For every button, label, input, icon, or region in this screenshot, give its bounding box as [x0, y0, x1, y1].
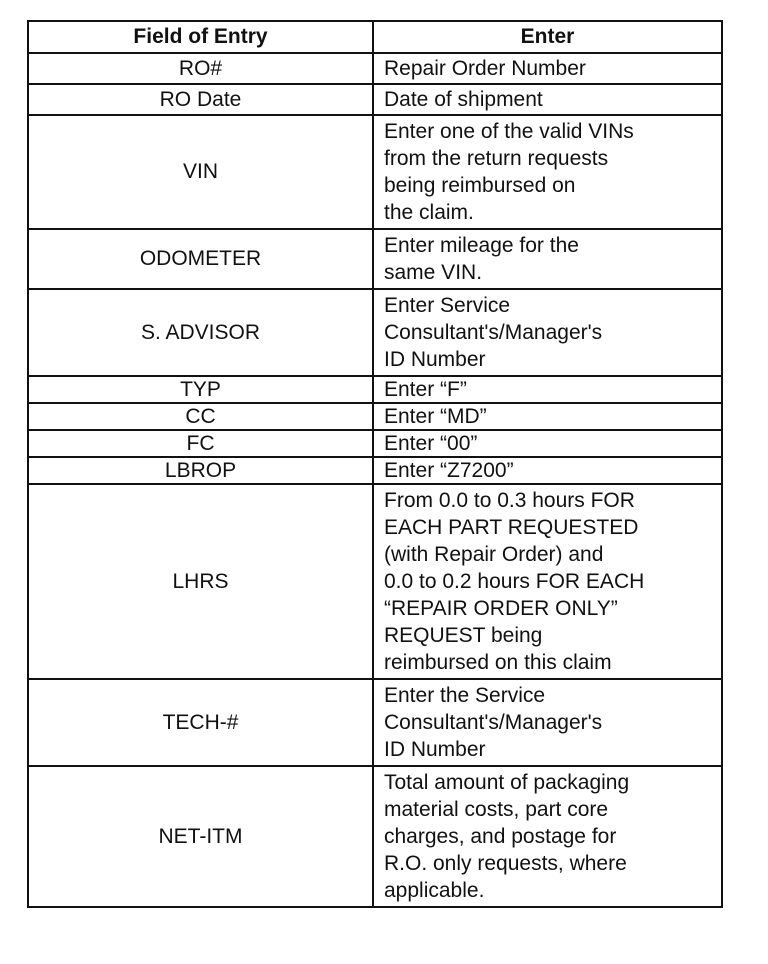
field-cell: LHRS — [28, 484, 373, 679]
enter-line: REQUEST being — [384, 624, 543, 647]
enter-cell — [373, 457, 722, 484]
enter-line: R.O. only requests, where — [384, 852, 627, 875]
header-enter: Enter — [373, 21, 722, 53]
table-row — [28, 430, 722, 457]
enter-line: ID Number — [384, 738, 486, 761]
enter-line: Consultant's/Manager's — [384, 711, 603, 734]
enter-cell — [373, 766, 722, 907]
enter-cell — [373, 484, 722, 679]
field-cell: S. ADVISOR — [28, 289, 373, 376]
table-row — [28, 229, 722, 289]
enter-line: Repair Order Number — [384, 57, 586, 80]
field-cell: TECH-# — [28, 679, 373, 766]
enter-cell — [373, 376, 722, 403]
table-row — [28, 53, 722, 84]
enter-cell — [373, 430, 722, 457]
field-cell: ODOMETER — [28, 229, 373, 289]
enter-line: Enter “00” — [384, 432, 478, 455]
field-cell: RO Date — [28, 84, 373, 115]
enter-cell — [373, 84, 722, 115]
field-cell: TYP — [28, 376, 373, 403]
enter-line: “REPAIR ORDER ONLY” — [384, 597, 618, 620]
field-cell: VIN — [28, 115, 373, 229]
table-row — [28, 484, 722, 679]
enter-cell — [373, 115, 722, 229]
table-row — [28, 403, 722, 430]
table-row — [28, 289, 722, 376]
enter-line: Enter one of the valid VINs — [384, 120, 634, 143]
enter-cell — [373, 679, 722, 766]
table-row — [28, 84, 722, 115]
enter-line: Enter Service — [384, 294, 511, 317]
enter-line: From 0.0 to 0.3 hours FOR — [384, 489, 635, 512]
enter-line: Total amount of packaging — [384, 771, 630, 794]
enter-line: reimbursed on this claim — [384, 651, 612, 674]
enter-line: Enter mileage for the — [384, 234, 579, 257]
enter-line: ID Number — [384, 348, 486, 371]
table-row — [28, 376, 722, 403]
enter-line: 0.0 to 0.2 hours FOR EACH — [384, 570, 645, 593]
enter-line: (with Repair Order) and — [384, 543, 604, 566]
enter-line: same VIN. — [384, 261, 483, 284]
table-row — [28, 457, 722, 484]
field-cell: LBROP — [28, 457, 373, 484]
enter-line: Consultant's/Manager's — [384, 321, 603, 344]
enter-line: being reimbursed on — [384, 174, 576, 197]
field-cell: CC — [28, 403, 373, 430]
enter-line: applicable. — [384, 879, 485, 902]
table-row — [28, 766, 722, 907]
field-cell: RO# — [28, 53, 373, 84]
enter-cell — [373, 289, 722, 376]
enter-line: Enter “MD” — [384, 405, 487, 428]
enter-line: charges, and postage for — [384, 825, 617, 848]
header-row — [28, 21, 722, 53]
entry-table — [27, 20, 723, 908]
enter-cell — [373, 229, 722, 289]
enter-line: Enter “Z7200” — [384, 459, 514, 482]
enter-line: Date of shipment — [384, 88, 543, 111]
enter-line: material costs, part core — [384, 798, 609, 821]
enter-line: Enter the Service — [384, 684, 546, 707]
table-row — [28, 679, 722, 766]
header-field-of-entry: Field of Entry — [28, 21, 373, 53]
enter-line: from the return requests — [384, 147, 609, 170]
field-cell: FC — [28, 430, 373, 457]
enter-cell — [373, 403, 722, 430]
enter-line: EACH PART REQUESTED — [384, 516, 639, 539]
enter-cell — [373, 53, 722, 84]
table-row — [28, 115, 722, 229]
field-cell: NET-ITM — [28, 766, 373, 907]
enter-line: the claim. — [384, 201, 474, 224]
enter-line: Enter “F” — [384, 378, 467, 401]
